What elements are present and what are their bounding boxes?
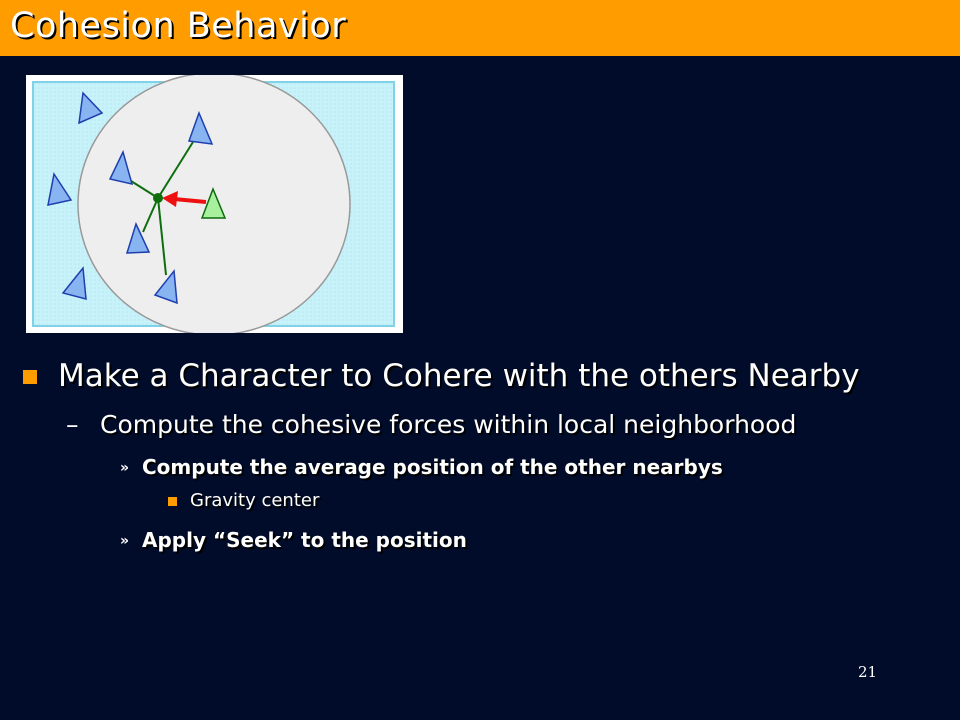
square-bullet-icon xyxy=(23,370,37,384)
bullet-level1: Make a Character to Cohere with the others Nearby xyxy=(58,358,860,394)
raquo-bullet-icon: » xyxy=(120,533,130,549)
page-number: 21 xyxy=(858,663,878,681)
bullet-level2: Compute the cohesive forces within local neighborhood xyxy=(100,410,797,439)
bullet-level4-gravity: Gravity center xyxy=(190,490,320,511)
small-square-bullet-icon xyxy=(168,497,177,506)
title-bar xyxy=(0,0,960,56)
bullet-level3-average: Compute the average position of the other nearbys xyxy=(142,455,723,479)
bullet-level3-seek: Apply “Seek” to the position xyxy=(142,528,467,552)
dash-bullet-icon: – xyxy=(66,410,79,439)
slide-title: Cohesion Behavior xyxy=(10,6,347,46)
cohesion-diagram xyxy=(26,75,403,333)
gravity-center xyxy=(153,193,163,203)
raquo-bullet-icon: » xyxy=(120,460,130,476)
